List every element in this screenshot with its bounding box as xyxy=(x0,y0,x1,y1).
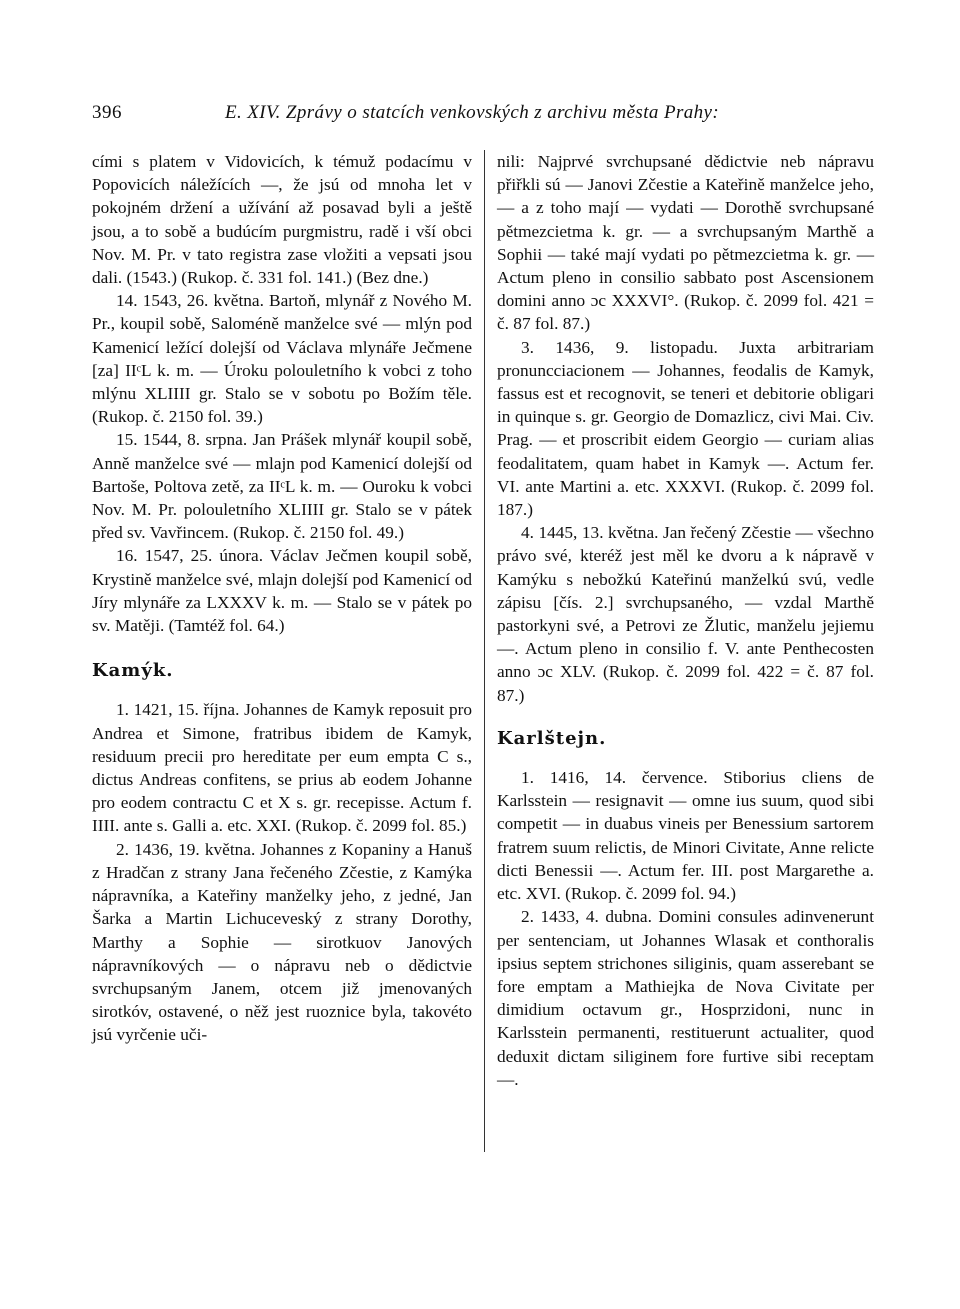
running-head: E. XIV. Zprávy o statcích venkovských z archivu města Prahy: xyxy=(225,102,720,123)
entry-paragraph: 3. 1436, 9. listopadu. Juxta arbitrariam pronuncciacionem — Johannes, feodalis de Kamyk, fassus est et recognovit, se teneri et debitorie obligari in quinque s. gr. Georgio de Domazlicz, civi Mai. Civ. Prag. — et proscribit eidem Georgio — curiam alias feodalitatem, quam habet in Kamyk —. Actum fer. VI. ante Martini a. etc. XXXVI. (Rukop. č. 2099 fol. 187.) xyxy=(497,337,874,520)
page-header xyxy=(92,102,872,128)
entry-paragraph: 14. 1543, 26. května. Bartoň, mlynář z Nového M. Pr., koupil sobě, Saloméně manželce své — mlýn pod Kamenicí ležící dolejší od Václava mlynáře Ječmene [za] IIᶜL k. m. — Úroku polouletního k vobci z toho mlýnu XLIIII gr. Stalo se v sobotu po Božím těle. (Rukop. č. 2150 fol. 39.) xyxy=(92,291,472,427)
section-heading-kamyk: Kamýk. xyxy=(92,660,174,682)
entry-paragraph: 4. 1445, 13. května. Jan řečený Zčestie — všechno právo své, kteréž jest měl ke dvoru a k nápravě v Kamýku s nebožkú Kateřinú manželkú svú, vedle zápisu [čís. 2.] svrchupsaného, — vzdal Marthě pastorkyni své, a Petrovi ze Žlutic, manželu jejiemu —. Actum pleno in consilio f. V. ante Penthecosten anno ɔc XLV. (Rukop. č. 2099 fol. 422 = č. 87 fol. 87.) xyxy=(497,523,874,705)
section-heading-karlstejn: Karlštejn. xyxy=(497,727,607,749)
right-column xyxy=(497,150,874,1091)
left-column xyxy=(92,150,472,1047)
paragraph: cími s platem v Vidovicích, k témuž podacímu v Popovicích náležících —, že jsú od mnoha let v pokojném držení a užívání až posavad byli a ještě jsou, a to sobě a budúcím purgmistru, radě i vší obci Nov. M. Pr. v tato registra zase vložiti a vepsati jsou dali. (1543.) (Rukop. č. 331 fol. 141.) (Bez dne.) xyxy=(92,152,472,288)
entry-paragraph: 2. 1436, 19. května. Johannes z Kopaniny a Hanuš z Hradčan z strany Jana řečeného Zčestie, z Kamýka nápravníka, a Kateřiny manželky jeho, z jedné, Jan Šarka a Martin Lichuceveský z strany Dorothy, Marthy a Sophie — sirotkuov Janových nápravníkových — o nápravu neb o dědictvie svrchupsaným Janem, otcem již jmenovaných sirotkóv, ostavené, o něž jest ruoznice byla, takovéto jsú vyrčenie uči- xyxy=(92,839,472,1045)
page-number: 396 xyxy=(92,102,122,123)
entry-paragraph: 1. 1421, 15. října. Johannes de Kamyk reposuit pro Andrea et Simone, fratribus ibidem de Kamyk, residuum precii pro hereditate per eum empta C s., dictus Andreas confitens, se prius ab eodem Johanne pro eodem contractu C et X s. gr. recepisse. Actum f. IIII. ante s. Galli a. etc. XXI. (Rukop. č. 2099 fol. 85.) xyxy=(92,700,472,836)
entry-paragraph: 16. 1547, 25. února. Václav Ječmen koupil sobě, Krystině manželce své, mlajn dolejší pod Kamenicí od Jíry mlynáře za LXXXV k. m. — Stalo se v pátek po sv. Matěji. (Tamtéž fol. 64.) xyxy=(92,546,472,636)
entry-paragraph: 15. 1544, 8. srpna. Jan Prášek mlynář koupil sobě, Anně manželce své — mlajn pod Kamenicí dolejší od Bartoše, Poltova zetě, za IIᶜL k. m. — Ouroku k vobci Nov. M. Pr. polouletního XLIIII gr. Stalo se v pátek před sv. Vavřincem. (Rukop. č. 2150 fol. 49.) xyxy=(92,430,472,543)
entry-paragraph: 2. 1433, 4. dubna. Domini consules adinvenerunt per sentenciam, ut Johannes Wlasak et conthoralis ipsius septem strichones siliginis, quam asserebant se fore emptam a Mathiejka de Nova Civitate per dimidium octavum gr., Hosprzidoni, nunc in Karlsstein permanenti, restituerunt actualiter, quod deduxit dictam siliginem fore furtive sibi receptam —. xyxy=(497,907,874,1089)
paragraph: nili: Najprvé svrchupsané dědictvie neb nápravu přiřkli sú — Janovi Zčestie a Kateřině manželce jeho, — a z toho mají — vydati — Dorothě svrchupsané pětmezcietma k. gr. — a svrchupsaným Marthě a Sophii — také mají vydati po pětmezcietma k. gr. — Actum pleno in consilio sabbato post Ascensionem domini anno ɔc XXXVI°. (Rukop. č. 2099 fol. 421 = č. 87 fol. 87.) xyxy=(497,152,874,334)
entry-paragraph: 1. 1416, 14. července. Stiborius cliens de Karlsstein — resignavit — omne ius suum, quod sibi competit — in duabus vineis per Benessium sartorem fratrem suum relictis, de Minori Civitate, Anne relicte dicti Benessii —. Actum fer. III. post Margarethe a. etc. XVI. (Rukop. č. 2099 fol. 94.) xyxy=(497,768,874,904)
column-divider xyxy=(484,150,485,1152)
